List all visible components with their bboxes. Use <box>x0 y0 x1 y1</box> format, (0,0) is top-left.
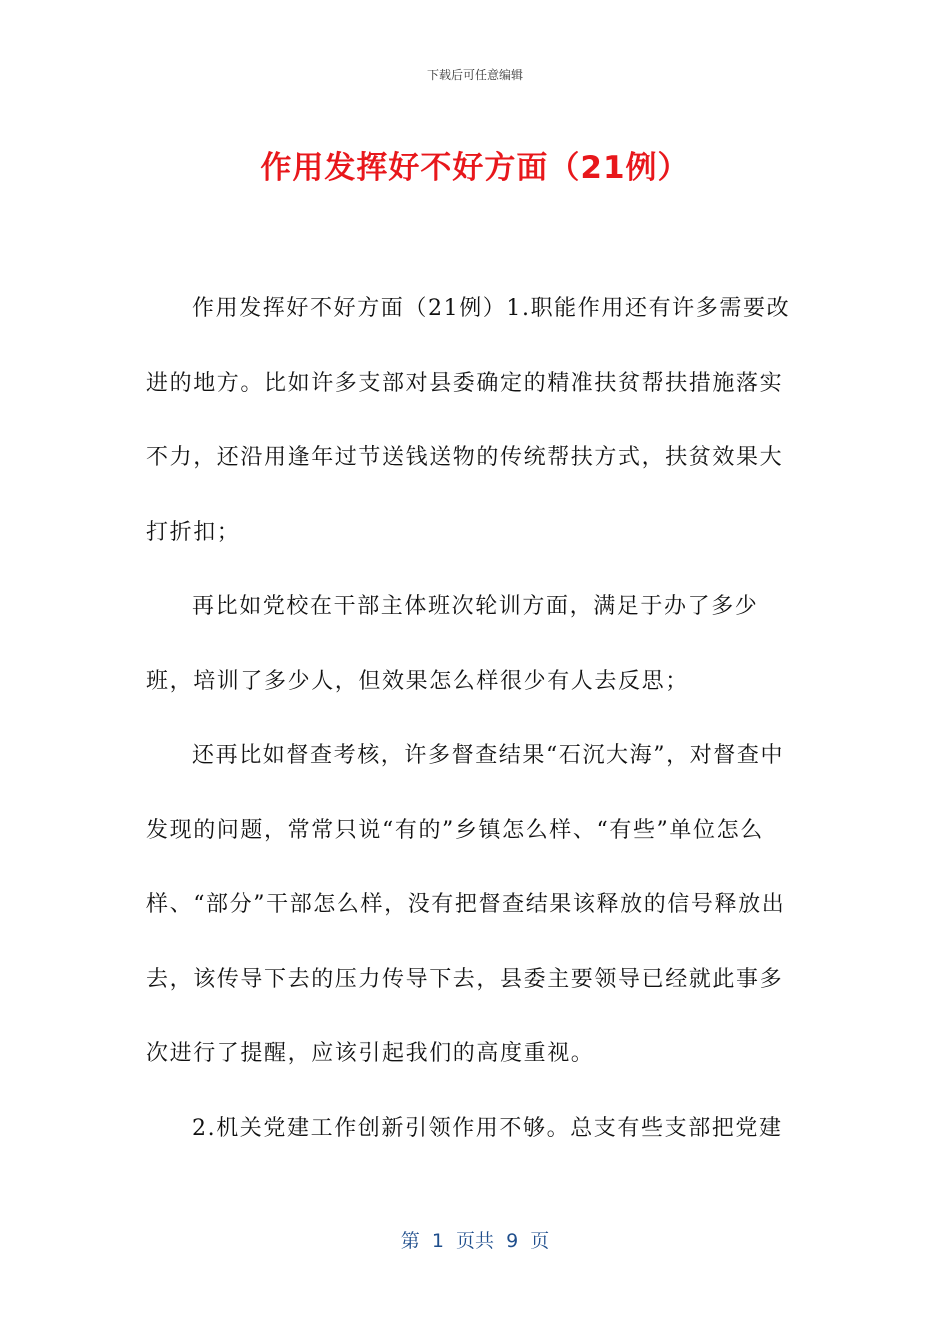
paragraph-3: 还再比如督查考核，许多督查结果“石沉大海”，对督查中发现的问题，常常只说“有的”乡镇怎么样、“有些”单位怎么样、“部分”干部怎么样，没有把督查结果该释放的信号释放出去，该传导下去的压力传导下去，县委主要领导已经就此事多次进行了提醒，应该引起我们的高度重视。 <box>146 743 786 1066</box>
header-note: 下载后可任意编辑 <box>426 68 523 82</box>
page-number-footer: 第 1 页共 9 页 <box>400 1230 550 1252</box>
document-title: 作用发挥好不好方面（21例） <box>260 150 690 186</box>
paragraph-2: 再比如党校在干部主体班次轮训方面，满足于办了多少班，培训了多少人，但效果怎么样很少有人去反思； <box>146 594 759 694</box>
paragraph-1: 作用发挥好不好方面（21例）1.职能作用还有许多需要改进的地方。比如许多支部对县委确定的精准扶贫帮扶措施落实不力，还沿用逢年过节送钱送物的传统帮扶方式，扶贫效果大打折扣； <box>146 296 791 545</box>
paragraph-4: 2.机关党建工作创新引领作用不够。总支有些支部把党建 <box>192 1115 783 1141</box>
document-body <box>146 272 804 1166</box>
